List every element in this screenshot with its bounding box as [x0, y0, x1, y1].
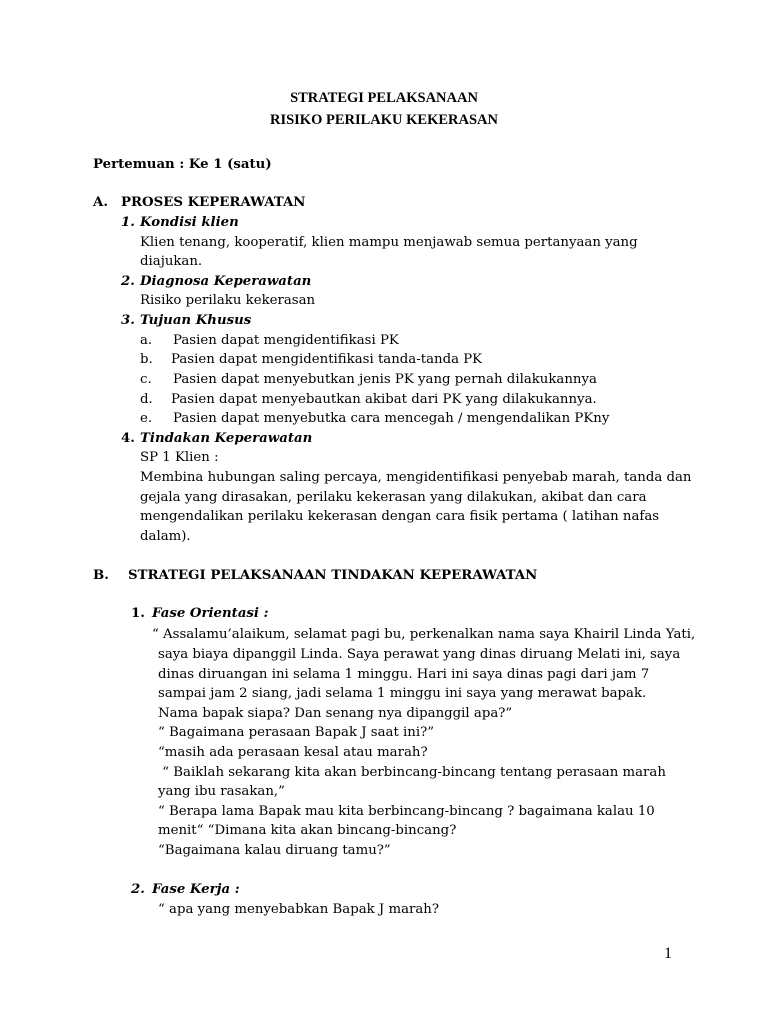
- dialogue-line: saya biaya dipanggil Linda. Saya perawat yang dinas diruang Melati ini, saya: [158, 647, 681, 662]
- goal-c-letter: c.: [140, 372, 152, 387]
- item4-heading: Tindakan Keperawatan: [140, 431, 313, 446]
- item2-number: 2.: [121, 274, 135, 289]
- item1-text-line2: diajukan.: [140, 254, 203, 269]
- dialogue-line: sampai jam 2 siang, jadi selama 1 minggu ini saya yang merawat bapak.: [158, 686, 647, 701]
- goal-e-letter: e.: [140, 411, 153, 426]
- phase2-heading: Fase Kerja :: [152, 882, 240, 897]
- item3-number: 3.: [121, 313, 135, 328]
- dialogue-line: Nama bapak siapa? Dan senang nya dipanggil apa?”: [158, 706, 513, 721]
- item1-heading: Kondisi klien: [140, 215, 239, 230]
- page-number: 1: [664, 945, 672, 962]
- item2-text: Risiko perilaku kekerasan: [140, 293, 316, 308]
- action-line: mengendalikan perilaku kekerasan dengan cara fisik pertama ( latihan nafas: [140, 509, 660, 524]
- action-line: gejala yang dirasakan, perilaku kekerasan yang dilakukan, akibat dan cara: [140, 490, 647, 505]
- action-line: Membina hubungan saling percaya, mengidentifikasi penyebab marah, tanda dan: [140, 470, 692, 485]
- item1-text-line1: Klien tenang, kooperatif, klien mampu menjawab semua pertanyaan yang: [140, 235, 638, 250]
- dialogue-line: “Bagaimana kalau diruang tamu?”: [158, 843, 391, 858]
- goal-e-text: Pasien dapat menyebutka cara mencegah / mengendalikan PKny: [173, 411, 610, 426]
- goal-b-text: Pasien dapat mengidentifikasi tanda-tanda PK: [171, 352, 483, 367]
- dialogue-line: “ Bagaimana perasaan Bapak J saat ini?”: [158, 725, 435, 740]
- dialogue-line: “ Assalamu’alaikum, selamat pagi bu, perkenalkan nama saya Khairil Linda Yati,: [152, 627, 696, 642]
- meeting-info: Pertemuan : Ke 1 (satu): [93, 157, 272, 172]
- sp-label: SP 1 Klien :: [140, 450, 219, 465]
- dialogue-line: menit“ “Dimana kita akan bincang-bincang?: [158, 823, 457, 838]
- phase1-heading: Fase Orientasi :: [152, 606, 269, 621]
- item2-heading: Diagnosa Keperawatan: [140, 274, 312, 289]
- section-a-letter: A.: [93, 195, 108, 210]
- item3-heading: Tujuan Khusus: [140, 313, 252, 328]
- action-line: dalam).: [140, 529, 191, 544]
- goal-d-text: Pasien dapat menyebautkan akibat dari PK yang dilakukannya.: [171, 392, 597, 407]
- goal-a-letter: a.: [140, 333, 153, 348]
- dialogue-line: dinas diruangan ini selama 1 minggu. Hari ini saya dinas pagi dari jam 7: [158, 667, 650, 682]
- phase1-number: 1.: [131, 606, 145, 621]
- goal-a-text: Pasien dapat mengidentifikasi PK: [173, 333, 399, 348]
- section-a-heading: PROSES KEPERAWATAN: [121, 195, 306, 210]
- section-b-letter: B.: [93, 568, 109, 583]
- goal-c-text: Pasien dapat menyebutkan jenis PK yang pernah dilakukannya: [173, 372, 597, 387]
- item4-number: 4.: [121, 431, 135, 446]
- dialogue-line: “ Berapa lama Bapak mau kita berbincang-bincang ? bagaimana kalau 10: [158, 804, 655, 819]
- document-title-line1: STRATEGI PELAKSANAAN: [290, 90, 478, 106]
- dialogue-line: “ apa yang menyebabkan Bapak J marah?: [158, 902, 440, 917]
- goal-d-letter: d.: [140, 392, 153, 407]
- section-b-heading: STRATEGI PELAKSANAAN TINDAKAN KEPERAWATAN: [128, 568, 538, 583]
- goal-b-letter: b.: [140, 352, 153, 367]
- item1-number: 1.: [121, 215, 135, 230]
- dialogue-line: “masih ada perasaan kesal atau marah?: [158, 745, 428, 760]
- document-title-line2: RISIKO PERILAKU KEKERASAN: [269, 112, 498, 128]
- phase2-number: 2.: [131, 882, 145, 897]
- dialogue-line: “ Baiklah sekarang kita akan berbincang-bincang tentang perasaan marah: [158, 765, 666, 780]
- dialogue-line: yang ibu rasakan,”: [158, 784, 285, 799]
